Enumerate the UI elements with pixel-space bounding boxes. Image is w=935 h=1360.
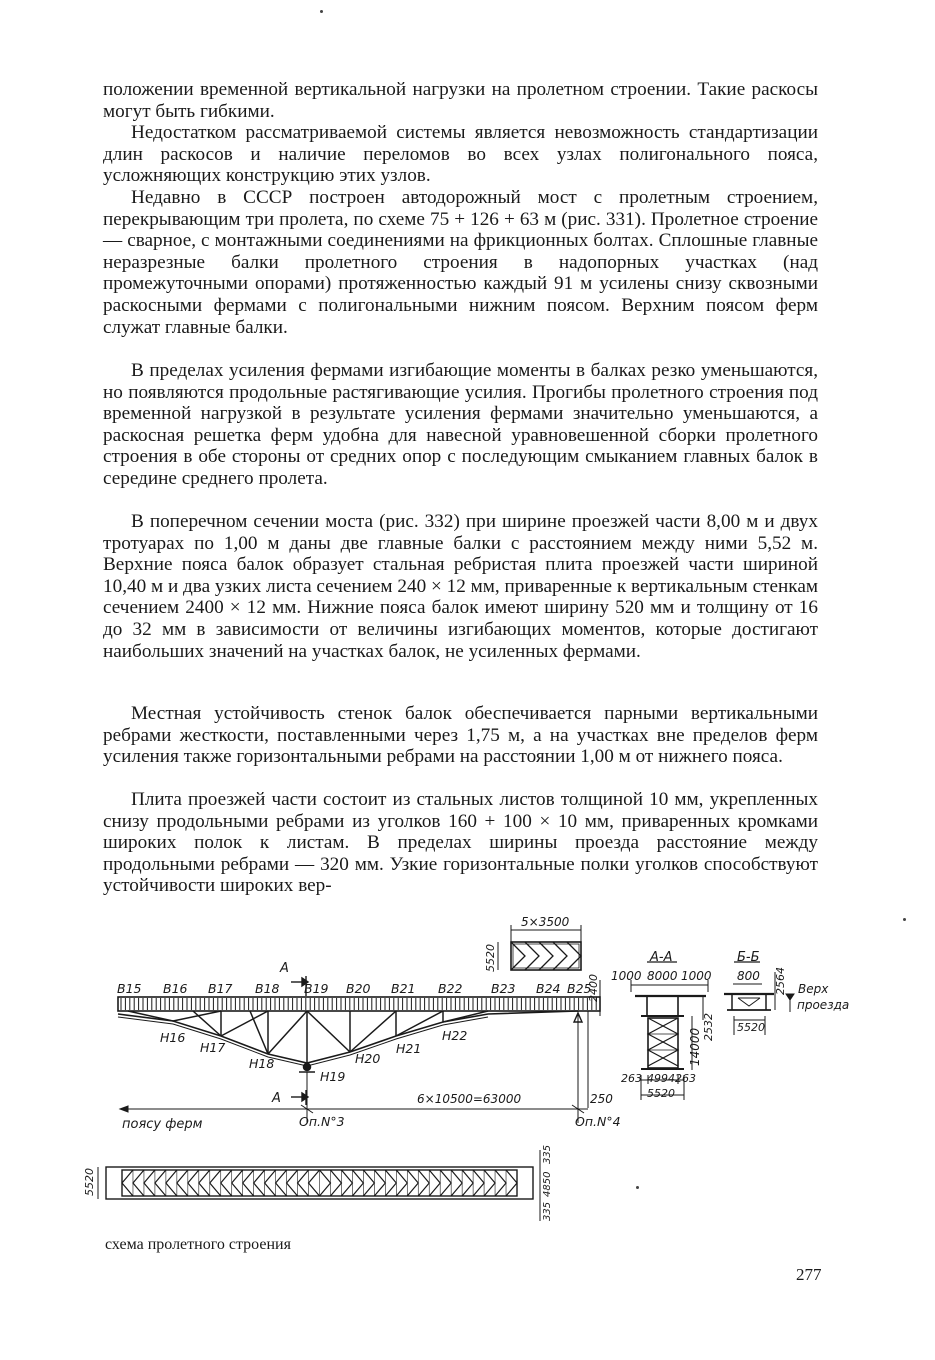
truss-bottom-chord (118, 1011, 578, 1066)
main-beam-top-chord (118, 997, 600, 1011)
section-aa-dim-2532: 2532 (702, 1013, 715, 1041)
paragraph-2: Недостатком рассматриваемой системы является невозможность стандартизации длин раскосов и наличие переломов во всех узлах полигонального пояса, усложняющих конструкцию этих узлов. (103, 122, 818, 187)
paragraph-1: положении временной вертикальной нагрузки на пролетном строении. Такие раскосы могут быть гибкими. (103, 79, 818, 122)
scan-speck (320, 10, 323, 13)
section-aa-dim-14000: 14000 (688, 1027, 702, 1066)
section-aa-dim-263-right: 263 (675, 1072, 696, 1085)
plan-dim-5520: 5520 (83, 1168, 96, 1196)
section-aa-dim-5520: 5520 (647, 1087, 675, 1100)
figure-caption: схема пролетного строения (105, 1236, 291, 1253)
plan-dim-335-top: 335 (542, 1144, 553, 1164)
node-label-h16: H16 (160, 1030, 186, 1045)
top-node-labels (117, 981, 592, 996)
dim-2400: 2400 (587, 974, 600, 1002)
inset-dim-5520: 5520 (484, 944, 497, 972)
inset-truss-panel (498, 925, 581, 970)
inset-dim-5x3500: 5×3500 (521, 915, 570, 929)
node-label-b17: B17 (208, 981, 233, 996)
node-label-b20: B20 (346, 981, 371, 996)
paragraph-4: В пределах усиления фермами изгибающие моменты в балках резко уменьшаются, но появляются продольные растягивающие усилия. Прогибы пролетного строения под временной нагрузкой в результате усиления фермами значительно уменьшаются, а раскосная решетка ферм удобна для навесной уравновешенной сборки пролетного строения в обе стороны от средних опор с последующим смыканием главных балок в середине среднего пролета. (103, 360, 818, 489)
dim-250-label: 250 (590, 1092, 613, 1106)
section-aa-title: А-А (650, 950, 673, 965)
plan-view-truss (98, 1150, 540, 1221)
section-bb-dim-5520: 5520 (737, 1021, 765, 1034)
span-dimension-line (120, 1105, 588, 1113)
node-label-b18: B18 (255, 981, 280, 996)
support-4-label: Оп.N°4 (575, 1114, 621, 1129)
node-label-h17: H17 (200, 1040, 226, 1055)
page-number: 277 (796, 1265, 822, 1284)
section-bb-dim-2564: 2564 (774, 967, 787, 995)
section-bb-dim-800: 800 (737, 969, 760, 983)
support-3-label: Оп.N°3 (299, 1114, 345, 1129)
bottom-node-labels (160, 1028, 467, 1084)
node-label-b15: B15 (117, 981, 142, 996)
node-label-h20: H20 (355, 1051, 381, 1066)
node-label-b19: B19 (304, 981, 329, 996)
section-aa-dim-1000-left: 1000 (611, 969, 642, 983)
node-label-b24: B24 (536, 981, 561, 996)
paragraph-7: Плита проезжей части состоит из стальных листов толщиной 10 мм, укрепленных снизу продольными ребрами из уголков 160 + 100 × 10 мм, приваренных кромками широких полок к листам. В пределах ширины проезда расстояние между продольными ребрами — 320 мм. Узкие горизонтальные полки уголков способствуют устойчивости широких вер- (103, 789, 818, 897)
section-aa-dim-8000: 8000 (647, 969, 678, 983)
section-a-label-top: A (280, 961, 289, 976)
node-label-h19: H19 (320, 1069, 346, 1084)
roadway-level-line-1: Верх (798, 982, 829, 996)
section-a-label-bottom: A (272, 1091, 281, 1106)
section-aa-dim-263-left: 263 (621, 1072, 642, 1085)
plan-dim-335-bottom: 335 (542, 1201, 553, 1221)
span-dim-label: 6×10500=63000 (417, 1092, 522, 1106)
section-aa-dim-1000-right: 1000 (681, 969, 712, 983)
paragraph-6: Местная устойчивость стенок балок обеспечивается парными вертикальными ребрами жесткости, поставленными через 1,75 м, а на участках вне пределов ферм усиления также горизонтальными ребрами на расстоянии 1,00 м от нижнего пояса. (103, 703, 818, 768)
node-label-h18: H18 (249, 1056, 275, 1071)
paragraph-3: Недавно в СССР построен автодорожный мост с пролетным строением, перекрывающим три пролета, по схеме 75 + 126 + 63 м (рис. 331). Пролетное строение — сварное, с монтажными соединениями на фрикционных болтах. Сплошные главные неразрезные балки пролетного строения в надопорных участках (над промежуточными опорами) протяженностью каждый 91 м усилены снизу сквозными раскосными фермами с полигональными нижним поясом. Верхним поясом ферм служат главные балки. (103, 187, 818, 338)
plan-dim-4850: 4850 (542, 1171, 553, 1197)
node-label-b22: B22 (438, 981, 463, 996)
node-label-b16: B16 (163, 981, 188, 996)
paragraph-5: В поперечном сечении моста (рис. 332) при ширине проезжей части 8,00 м и двух тротуарах по 1,00 м даны две главные балки с расстоянием между ними 5,52 м. Верхние пояса балок образует стальная ребристая плита проезжей части шириной 10,40 м и два узких листа сечением 240 × 12 мм, приваренные к вертикальным стенкам сечением 2400 × 12 мм. Нижние пояса балок имеют ширину 520 мм и толщину от 16 до 32 мм в зависимости от величины изгибающих моментов, которые достигают наибольших значений на участках балок, не усиленных фермами. (103, 511, 818, 662)
section-aa-dim-4994: 4994 (647, 1072, 675, 1085)
node-label-h22: H22 (442, 1028, 468, 1043)
node-label-h21: H21 (396, 1041, 422, 1056)
node-label-b21: B21 (391, 981, 416, 996)
scan-speck (636, 1186, 639, 1189)
roadway-level-line-2: проезда (797, 998, 850, 1012)
node-label-b25: B25 (567, 981, 592, 996)
section-bb-title: Б-Б (737, 950, 760, 965)
left-belt-label: поясу ферм (122, 1117, 203, 1132)
node-label-b23: B23 (491, 981, 516, 996)
scan-speck (903, 918, 906, 921)
